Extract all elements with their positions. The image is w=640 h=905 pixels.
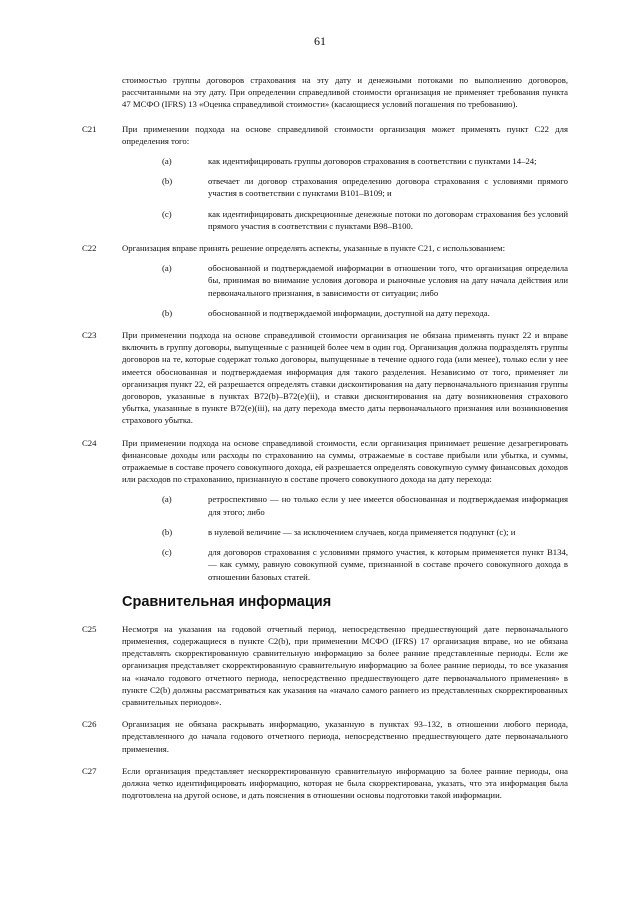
paragraph-c21 [82, 123, 568, 232]
subparagraph [122, 208, 568, 232]
subparagraph-text: в нулевой величине — за исключением случаев, когда применяется подпункт (c); и [208, 526, 516, 537]
paragraph-number: C25 [82, 623, 97, 634]
paragraph-number: C23 [82, 330, 97, 341]
subparagraph-text: как идентифицировать группы договоров страхования в соответствии с пунктами 14–24; [208, 156, 537, 167]
subparagraph-text: как идентифицировать дискреционные денежные потоки по договорам страхования без условий прямого участия в соответствии с пунктами B98–B100. [208, 208, 568, 231]
paragraph-c22 [82, 242, 568, 319]
paragraph-number: C21 [82, 123, 97, 134]
paragraph-c24 [82, 437, 568, 583]
subparagraph-text: отвечает ли договор страхования определению договора страхования с условиями прямого участия в соответствии с пунктами B101–B109; и [208, 176, 568, 199]
subparagraph-text: для договоров страхования с условиями прямого участия, к которым применяется пункт B134, — как сумму, равную совокупной сумме, признанной в составе прочего совокупного дохода в отношении базовых статей. [208, 547, 568, 582]
section-heading: Сравнительная информация [122, 593, 332, 610]
paragraph-text: Организация вправе принять решение определять аспекты, указанные в пункте C21, с использованием: [122, 243, 506, 254]
paragraph-c25 [82, 623, 568, 708]
subparagraph-text: обоснованной и подтверждаемой информации, доступной на дату перехода. [208, 307, 490, 318]
subparagraph-letter: (c) [162, 208, 172, 219]
subparagraph-letter: (a) [162, 156, 172, 167]
page-number: 61 [314, 34, 326, 48]
subparagraph [122, 175, 568, 199]
subparagraph [122, 546, 568, 583]
lead-paragraph: стоимостью группы договоров страхования на эту дату и денежными потоками по выполнению договоров, рассчитанными на эту дату. При определении справедливой стоимости организация не применяет требования пункта 47 МСФО (IFRS) 13 «Оценка справедливой стоимости» (касающиеся условий погашения по требованию). [122, 75, 568, 110]
subparagraph-text: ретроспективно — но только если у нее имеется обоснованная и подтверждаемая информация для этого; либо [208, 494, 568, 517]
paragraph-c23 [82, 329, 568, 427]
paragraph-text: Если организация представляет нескорректированную сравнительную информацию за более ранние периоды, она должна четко идентифицировать информацию, которая не была скорректирована, указать, что эта информация была подготовлена на другой основе, и дать пояснения в отношении основы подготовки такой информации. [122, 765, 568, 801]
paragraph-c26 [82, 718, 568, 755]
subparagraph [122, 526, 568, 538]
paragraph-c27 [82, 765, 568, 802]
paragraph-list [82, 123, 568, 583]
paragraph-text: При применении подхода на основе справедливой стоимости организация не обязана применять пункт 22 и вправе включить в группу договоры, выпущенные с разницей более чем в один год. Организация должна подразделять группы договоров на те, которые содержат только договоры, выпущенные в течение одного года (или менее), только если у нее имеется обоснованная и подтверждаемая информация для такого разделения. Независимо от того, применяет ли организация пункт 22, ей разрешается определять ставки дисконтирования на дату первоначального признания группы договоров, указанные в пунктах B72(b)–B72(e)(ii), и ставки дисконтирования на дату возникновения страхового убытка, указанные в пункте B72(e)(iii), на дату перехода вместо даты первоначального признания или возникновения страхового убытка. [122, 330, 568, 426]
subparagraph-letter: (a) [162, 263, 172, 274]
paragraph-number: C24 [82, 437, 97, 448]
subparagraph-letter: (b) [162, 307, 173, 318]
section-paragraph-list [82, 623, 568, 802]
subparagraph [122, 307, 568, 319]
subparagraph-text: обоснованной и подтверждаемой информации в отношении того, что организация определила бы, принимая во внимание условия договора и рыночные условия на дату начала действия или первоначального признания, в зависимости от ситуации; либо [208, 263, 568, 298]
paragraph-number: C27 [82, 765, 97, 776]
subparagraph-letter: (b) [162, 526, 173, 537]
subparagraph-letter: (c) [162, 547, 172, 558]
paragraph-text: При применении подхода на основе справедливой стоимости организация может применять пункт C22 для определения того: [122, 123, 568, 146]
paragraph-text: При применении подхода на основе справедливой стоимости, если организация принимает решение дезагрегировать финансовые доходы или расходы по страхованию на суммы, отражаемые в составе прибыли или убытка, и суммы, отражаемые в составе прочего совокупного дохода, ей разрешается определять совокупную сумму финансовых доходов или расходов по страхованию, признанную в составе прочего совокупного дохода на дату перехода: [122, 437, 568, 485]
subparagraph [122, 493, 568, 517]
paragraph-number: C26 [82, 719, 97, 730]
body-text [82, 74, 568, 811]
subparagraph-letter: (a) [162, 494, 172, 505]
subparagraph [122, 262, 568, 299]
subparagraph-letter: (b) [162, 176, 173, 187]
paragraph-text: Несмотря на указания на годовой отчетный период, непосредственно предшествующий дате первоначального применения, содержащиеся в пункте C2(b), при применении МСФО (IFRS) 17 организация вправе, но не обязана представлять скорректированную сравнительную информацию за более ранние представленные периоды. Если же организация представляет скорректированную сравнительную информацию за более ранние периоды, то все указания на «начало годового отчетного периода, непосредственно предшествующего дате первоначального применения» в пункте C2(b) должны рассматриваться как указания на «начало самого раннего из представленных скорректированных сравнительных периодов». [122, 623, 568, 707]
subparagraph [122, 155, 568, 167]
paragraph-number: C22 [82, 243, 97, 254]
paragraph-text: Организация не обязана раскрывать информацию, указанную в пунктах 93–132, в отношении любого периода, представленного до начала годового отчетного периода, непосредственно предшествующего дате первоначального применения. [122, 719, 568, 754]
